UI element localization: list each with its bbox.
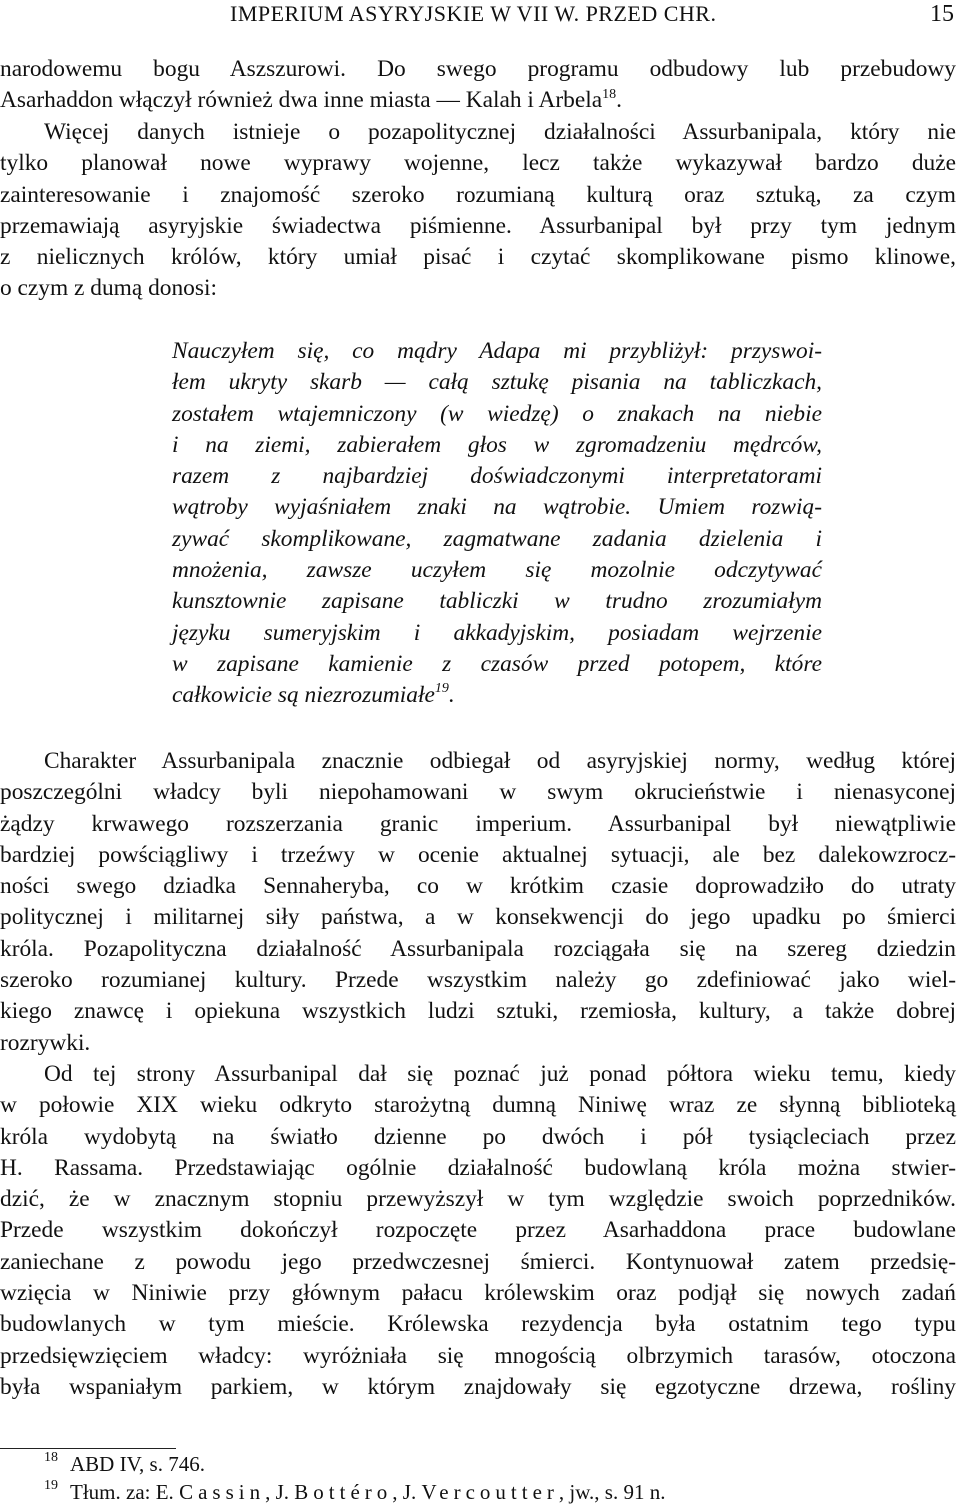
paragraph-building	[0, 1059, 956, 1403]
running-title: IMPERIUM ASYRYJSKIE W VII W. PRZED CHR.	[230, 1, 717, 26]
text-line: Od tej strony Assurbanipal dał się poznać już ponad półtora wieku temu, kiedy	[44, 1061, 956, 1087]
footnote-19	[0, 1478, 956, 1506]
quote-line: zostałem wtajemniczony (w wiedzę) o znakach na niebie	[172, 400, 822, 427]
text-line: przedsięwzięciem władcy: wyróżniała się mnogością olbrzymich tarasów, otoczona	[0, 1342, 956, 1369]
text-line: wzięcia w Niniwie przy głównym pałacu królewskim oraz podjął się nowych zadań	[0, 1280, 956, 1307]
footnote-separator: , J.	[265, 1480, 295, 1504]
quote-line: wątroby wyjaśniałem znaki na wątrobie. Umiem rozwią-	[172, 494, 822, 521]
text-line: narodowemu bogu Aszszurowi. Do swego programu odbudowy lub przebudowy	[0, 56, 956, 82]
page-number: 15	[930, 1, 954, 27]
quote-line: łem ukryty skarb — całą sztukę pisania na tabliczkach,	[172, 369, 822, 396]
text-line: przemawiają asyryjskie świadectwa piśmienne. Assurbanipal był przy tym jednym	[0, 212, 956, 239]
quote-line: w zapisane kamienie z czasów przed potopem, które	[172, 650, 822, 677]
text-line: w połowie XIX wieku odkryto starożytną dumną Niniwę wraz ze słynną biblioteką	[0, 1092, 956, 1119]
text-line: Charakter Assurbanipala znacznie odbiegał od asyryjskiej normy, według której	[44, 748, 956, 774]
footnote-text: ABD IV, s. 746.	[70, 1452, 205, 1476]
text-line: politycznej i militarnej siły państwa, a w konsekwencji do jego upadku po śmierci	[0, 904, 956, 931]
text-line: tylko planował nowe wyprawy wojenne, lecz także wykazywał bardzo duże	[0, 150, 956, 177]
quote-line: mnożenia, zawsze uczyłem się mozolnie odczytywać	[172, 557, 822, 584]
footnote-suffix: , jw., s. 91 n.	[558, 1480, 666, 1504]
quote-line	[172, 680, 822, 711]
footnote-separator: , J.	[392, 1480, 422, 1504]
text-line: dzić, że w znacznym stopniu przewyższył w tym względzie swoich poprzedników.	[0, 1186, 956, 1213]
footnote-number: 18	[44, 1450, 58, 1465]
text-line: poszczególni władcy byli niepohamowani w swym okrucieństwie i nienasyconej	[0, 779, 956, 806]
text-line-punct: .	[616, 87, 622, 114]
footnote-prefix: Tłum. za: E.	[70, 1480, 180, 1504]
text-line: bardziej powściągliwy i trzeźwy w ocenie aktualnej sytuacji, ale bez dalekowzrocz-	[0, 841, 956, 868]
quote-line: razem z najbardziej doświadczonymi interpretatorami	[172, 463, 822, 490]
author-bottero: Bottéro	[294, 1480, 393, 1504]
text-line: rozrywki.	[0, 1029, 91, 1056]
text-line: króla wydobytą na światło dzienne po dwóch i pół tysiącleciach przez	[0, 1123, 956, 1150]
text-line: zaniechane z powodu jego przedwczesnej śmierci. Kontynuował zatem przedsię-	[0, 1248, 956, 1275]
text-line: żądzy krwawego rozszerzania granic imperium. Assurbanipal był niewątpliwie	[0, 810, 956, 837]
text-line: H. Rassama. Przedstawiając ogólnie działalność budowlaną króla można stwier-	[0, 1154, 956, 1181]
footnotes	[0, 1450, 956, 1506]
quote-line: Nauczyłem się, co mądry Adapa mi przybliżył: przyswoi-	[172, 338, 822, 364]
paragraph-assurbanipal-activity	[0, 117, 956, 305]
text-line-content: Asarhaddon włączył również dwa inne miasta — Kalah i Arbela	[0, 87, 603, 114]
text-line: była wspaniałym parkiem, w którym znajdowały się egzotyczne drzewa, rośliny	[0, 1373, 956, 1400]
text-line: zainteresowanie i znajomość szeroko rozumianą kulturą oraz sztuką, za czym	[0, 181, 956, 208]
block-quote	[172, 336, 822, 712]
quote-line: zywać skomplikowane, zagmatwane zadania dzielenia i	[172, 525, 822, 552]
text-line: kiego znawcę i opiekuna wszystkich ludzi sztuki, rzemiosła, kultury, a także dobrej	[0, 998, 956, 1025]
text-line: budowlanych w tym mieście. Królewska rezydencja była ostatnim tego typu	[0, 1311, 956, 1338]
paragraph-character	[0, 746, 956, 1059]
author-cassin: Cassin	[179, 1480, 266, 1504]
text-line: Więcej danych istnieje o pozapolitycznej działalności Assurbanipala, który nie	[44, 119, 956, 145]
quote-line: języku sumeryjskim i akkadyjskim, posiadam wejrzenie	[172, 619, 822, 646]
footnote-ref: 18	[602, 86, 617, 102]
footnote-18	[0, 1450, 956, 1478]
text-line: o czym z dumą donosi:	[0, 275, 217, 302]
quote-line: i na ziemi, zabierałem głos w zgromadzeniu mędrców,	[172, 431, 822, 458]
quote-line-content: całkowicie są niezrozumiałe	[172, 682, 435, 709]
running-header	[0, 0, 960, 30]
author-vercoutter: Vercoutter	[421, 1480, 559, 1504]
footnote-ref: 19	[434, 681, 449, 697]
quote-line-punct: .	[448, 682, 455, 709]
quote-line: kunsztownie zapisane tabliczki w trudno zrozumiałym	[172, 588, 822, 615]
intro-paragraph	[0, 54, 956, 117]
text-line: króla. Pozapolityczna działalność Assurbanipala rozciągała się na szereg dziedzin	[0, 935, 956, 962]
footnote-divider	[0, 1448, 176, 1449]
text-line	[0, 85, 956, 116]
footnote-number: 19	[44, 1478, 58, 1493]
text-line: Przede wszystkim dokończył rozpoczęte przez Asarhaddona prace budowlane	[0, 1217, 956, 1244]
text-line: z nielicznych królów, który umiał pisać i czytać skomplikowane pismo klinowe,	[0, 244, 956, 271]
text-line: szeroko rozumianej kultury. Przede wszystkim należy go zdefiniować jako wiel-	[0, 967, 956, 994]
text-line: ności swego dziadka Sennaheryba, co w krótkim czasie doprowadziło do utraty	[0, 873, 956, 900]
